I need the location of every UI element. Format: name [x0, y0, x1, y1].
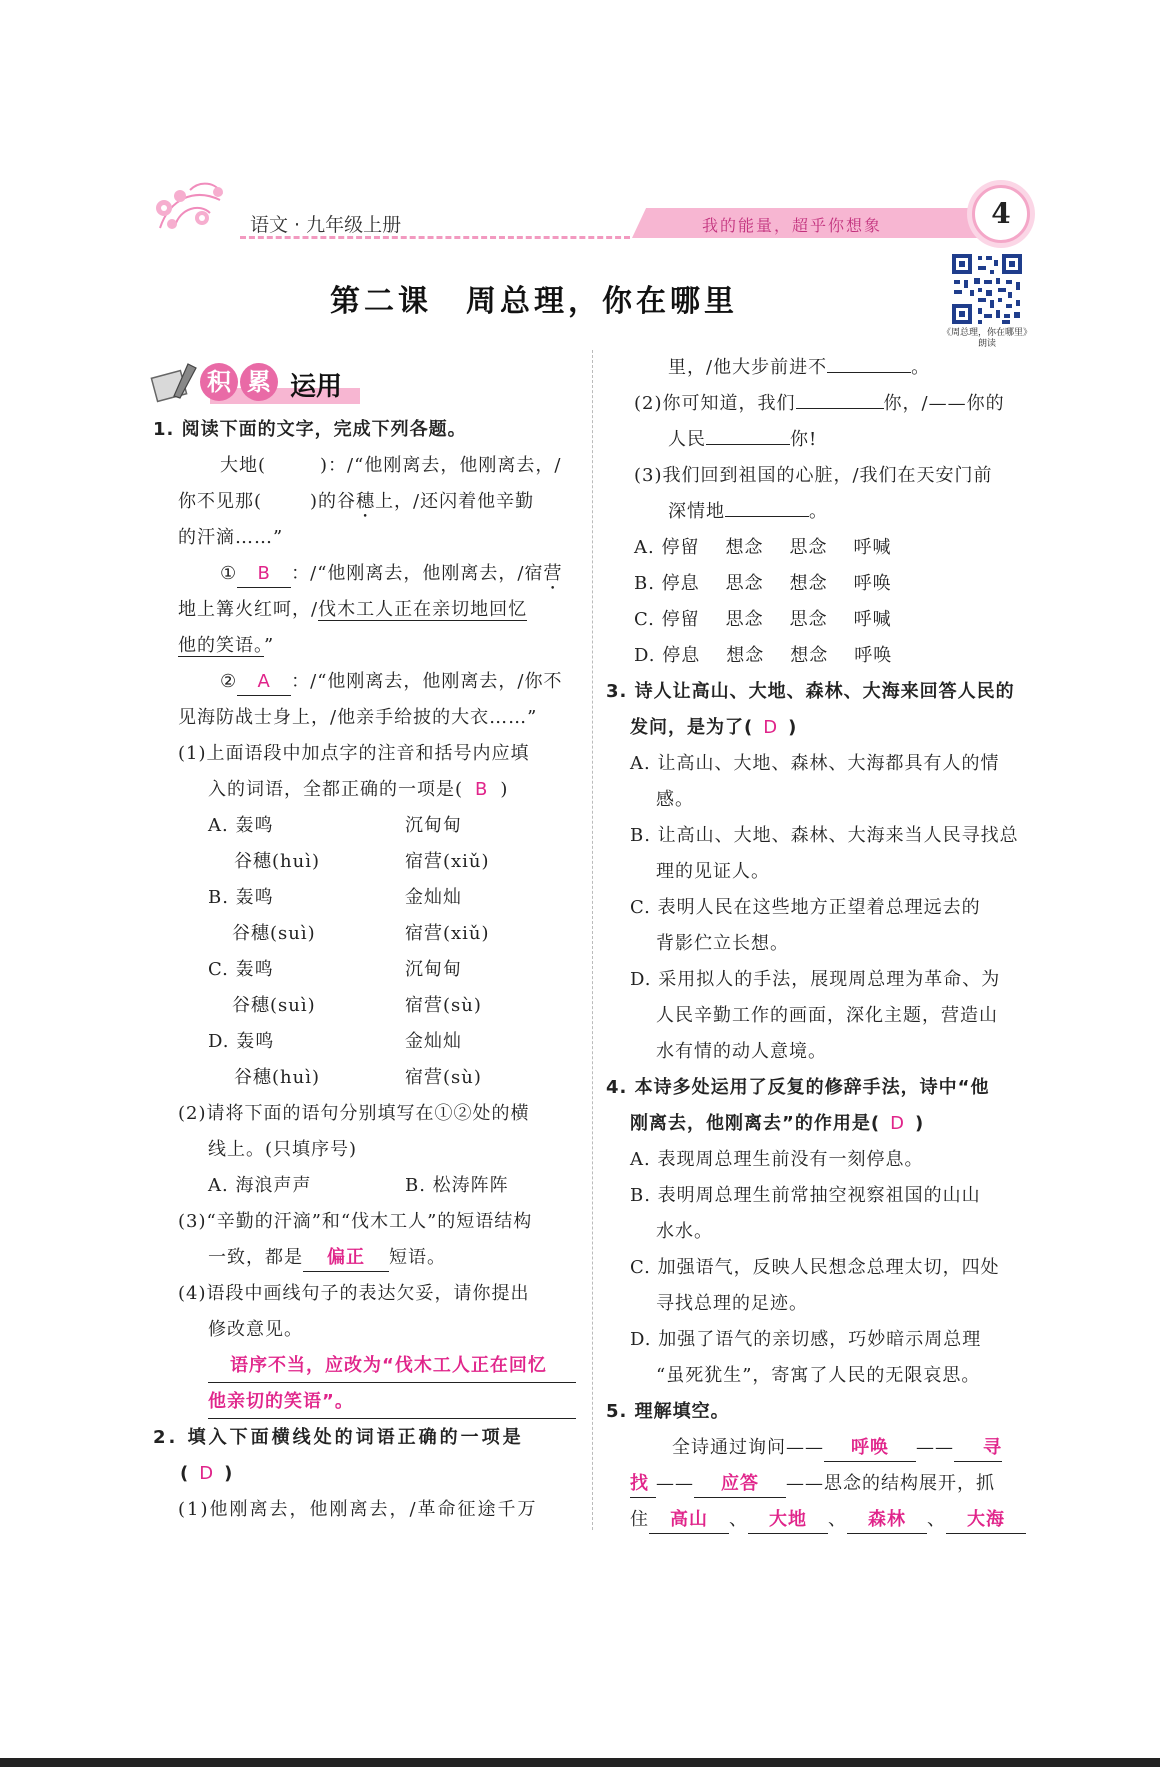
- q1-sub4-line1: (4)语段中画线句子的表达欠妥，请你提出: [178, 1283, 530, 1304]
- q1-stem: 1. 阅读下面的文字，完成下列各题。: [153, 419, 467, 440]
- q3-option-d-1: D. 采用拟人的手法，展现周总理为革命、为: [630, 969, 1001, 990]
- q2-s2-line1: (2)你可知道，我们 你，/——你的: [634, 388, 1005, 420]
- q1-option-a-l2: 谷穗(huì): [234, 851, 320, 872]
- q4-option-d-1: D. 加强了语气的亲切感，巧妙暗示周总理: [630, 1329, 982, 1350]
- q1-option-c-label: C. 轰鸣: [208, 959, 274, 980]
- q3-option-d-2: 人民辛勤工作的画面，深化主题，营造山: [656, 1005, 998, 1026]
- q2-blank-1[interactable]: [827, 352, 911, 373]
- q1-option-b-r2: 宿营(xiǔ): [405, 923, 490, 944]
- q1-option-a-r1: 沉甸甸: [405, 815, 462, 836]
- q1-option-c-l2: 谷穗(suì): [232, 995, 316, 1016]
- q1-passage-line2: 你不见那( )的谷穗上，/还闪着他辛勤: [178, 491, 535, 512]
- q5-answer-7[interactable]: 大海: [946, 1507, 1026, 1534]
- q1-option-a-r2: 宿营(xiǔ): [405, 851, 490, 872]
- q1-option-b-l2: 谷穗(suì): [232, 923, 316, 944]
- q4-option-c-1: C. 加强语气，反映人民想念总理太切，四处: [630, 1257, 1000, 1278]
- q5-answer-5[interactable]: 大地: [748, 1507, 828, 1534]
- qr-caption-sub: 朗读: [977, 339, 996, 349]
- q1-sub3-line2: 一致，都是 偏正 短语。: [208, 1242, 446, 1274]
- q2-option-a: A. 停留 想念 思念 呼喊: [634, 537, 892, 558]
- q1-option-c-r1: 沉甸甸: [405, 959, 462, 980]
- qr-caption: [935, 328, 1039, 350]
- q1-option-d-label: D. 轰鸣: [208, 1031, 275, 1052]
- q3-option-b-2: 理的见证人。: [656, 861, 770, 882]
- q1-sub2-line2: 线上。(只填序号): [208, 1139, 358, 1160]
- underlined-sentence-part1: 伐木工人正在亲切地回忆: [318, 599, 528, 620]
- q1-passage-line5: 地上篝火红呵，/伐木工人正在亲切地回忆: [178, 599, 528, 620]
- q5-line3: 住 高山 、 大地 、 森林 、 大海: [630, 1504, 1026, 1536]
- q3-stem-line2: 发问，是为了( D ): [630, 717, 798, 738]
- q2-blank-2[interactable]: [796, 388, 884, 409]
- q2-s3-line1: (3)我们回到祖国的心脏，/我们在天安门前: [634, 465, 993, 486]
- q2-s2-line2: 人民 你!: [668, 424, 817, 456]
- q2-option-d: D. 停息 想念 想念 呼唤: [634, 645, 893, 666]
- q1-option-a-row1: A. 轰鸣: [208, 815, 274, 836]
- sub1-answer[interactable]: B: [475, 779, 489, 800]
- q3-answer[interactable]: D: [763, 717, 779, 738]
- q4-option-c-2: 寻找总理的足迹。: [656, 1293, 808, 1314]
- q1-option-d-r1: 金灿灿: [405, 1031, 462, 1052]
- q1-option-b-label: B. 轰鸣: [208, 887, 274, 908]
- q5-answer-1[interactable]: 呼唤: [824, 1435, 916, 1462]
- sub4-answer-line1[interactable]: 语序不当，应改为“伐木工人正在回忆: [208, 1350, 576, 1383]
- q1-sub2-option-b: B. 松涛阵阵: [405, 1175, 509, 1196]
- column-divider: [592, 350, 593, 1530]
- page-title: 第二课 周总理，你在哪里: [330, 284, 738, 319]
- q5-answer-6[interactable]: 森林: [847, 1507, 927, 1534]
- q4-option-b-2: 水水。: [656, 1221, 713, 1242]
- header-floral-decoration: [150, 178, 240, 240]
- q5-answer-3[interactable]: 应答: [694, 1471, 786, 1498]
- q5-line2: 找 —— 应答 ——思念的结构展开，抓: [630, 1468, 995, 1500]
- sub3-answer[interactable]: 偏正: [303, 1245, 389, 1272]
- q2-stem-line2: ( D ): [180, 1463, 234, 1484]
- q2-answer[interactable]: D: [199, 1463, 215, 1484]
- q1-sub1-line1: (1)上面语段中加点字的注音和括号内应填: [178, 743, 530, 764]
- qr-caption-title: 《周总理，你在哪里》: [941, 328, 1032, 338]
- q3-option-a-2: 感。: [656, 789, 694, 810]
- underlined-sentence-part2: 他的笑语。: [178, 635, 264, 656]
- section-badge-char1: 积: [200, 363, 238, 401]
- q1-sub1-line2: 入的词语，全都正确的一项是( B ): [208, 779, 509, 800]
- q5-answer-2b[interactable]: 找: [630, 1471, 656, 1498]
- q5-answer-2a[interactable]: 寻: [954, 1435, 1002, 1462]
- q2-s1-line2: 里，/他大步前进不 。: [668, 352, 930, 384]
- q1-passage-line4: ① B ：/“他刚离去，他刚离去，/宿营: [220, 558, 562, 594]
- q1-passage-line3: 的汗滴……”: [178, 527, 284, 548]
- section-badge-title: 运用: [290, 372, 343, 402]
- q5-stem: 5. 理解填空。: [606, 1401, 730, 1422]
- q4-stem-line2: 刚离去，他刚离去”的作用是( D ): [630, 1113, 925, 1134]
- qr-code-icon[interactable]: [950, 252, 1024, 326]
- q1-option-d-r2: 宿营(sù): [405, 1067, 482, 1088]
- q1-sub4-line2: 修改意见。: [208, 1319, 303, 1340]
- q2-option-b: B. 停息 思念 想念 呼唤: [634, 573, 892, 594]
- page-number: 4: [972, 185, 1030, 243]
- q4-option-b-1: B. 表明周总理生前常抽空视察祖国的山山: [630, 1185, 981, 1206]
- blank-2-answer[interactable]: A: [237, 669, 291, 696]
- q4-option-a-1: A. 表现周总理生前没有一刻停息。: [630, 1149, 924, 1170]
- q5-line1: 全诗通过询问—— 呼唤 —— 寻: [672, 1432, 1002, 1464]
- q5-answer-4[interactable]: 高山: [649, 1507, 729, 1534]
- q1-passage-line6: 他的笑语。”: [178, 635, 275, 656]
- q1-sub2-line1: (2)请将下面的语句分别填写在①②处的横: [178, 1103, 530, 1124]
- q1-passage-line1: 大地( )：/“他刚离去，他刚离去，/: [220, 455, 562, 476]
- q3-option-c-2: 背影伫立长想。: [656, 933, 789, 954]
- q2-s1-line1: (1)他刚离去，他刚离去，/革命征途千万: [178, 1499, 538, 1520]
- q2-option-c: C. 停留 思念 思念 呼喊: [634, 609, 892, 630]
- q3-option-c-1: C. 表明人民在这些地方正望着总理远去的: [630, 897, 981, 918]
- q3-stem-line1: 3. 诗人让高山、大地、森林、大海来回答人民的: [606, 681, 1015, 702]
- header-dashed-line: [240, 236, 630, 239]
- q4-option-d-2: “虽死犹生”，寄寓了人民的无限哀思。: [656, 1365, 981, 1386]
- q2-blank-3[interactable]: [706, 424, 790, 445]
- sub4-answer-line2[interactable]: 他亲切的笑语”。: [208, 1386, 576, 1419]
- section-badge: [150, 358, 360, 408]
- blank-1-answer[interactable]: B: [237, 561, 291, 588]
- header-slogan: 我的能量，超乎你想象: [702, 216, 883, 235]
- q1-passage-line7: ② A ：/“他刚离去，他刚离去，/你不: [220, 666, 562, 698]
- q3-option-b-1: B. 让高山、大地、森林、大海来当人民寻找总: [630, 825, 1019, 846]
- q1-sub2-option-a: A. 海浪声声: [208, 1175, 312, 1196]
- q3-option-a-1: A. 让高山、大地、森林、大海都具有人的情: [630, 753, 1000, 774]
- q1-option-c-r2: 宿营(sù): [405, 995, 482, 1016]
- q2-stem-line1: 2. 填入下面横线处的词语正确的一项是: [153, 1427, 524, 1448]
- dotted-char-sui: 穗: [356, 491, 376, 512]
- q2-s3-line2: 深情地 。: [668, 496, 828, 528]
- q4-answer[interactable]: D: [890, 1113, 905, 1134]
- q1-option-d-l2: 谷穗(huì): [234, 1067, 320, 1088]
- pen-book-icon: [150, 360, 202, 404]
- q1-sub3-line1: (3)“辛勤的汗滴”和“伐木工人”的短语结构: [178, 1211, 533, 1232]
- q3-option-d-3: 水有情的动人意境。: [656, 1041, 827, 1062]
- q4-stem-line1: 4. 本诗多处运用了反复的修辞手法，诗中“他: [606, 1077, 990, 1098]
- dotted-char-ying: 营: [543, 563, 563, 584]
- q2-blank-4[interactable]: [725, 496, 809, 517]
- bottom-scan-bar: [0, 1758, 1160, 1767]
- q1-passage-line8: 见海防战士身上，/他亲手给披的大衣……”: [178, 707, 538, 728]
- q1-option-b-r1: 金灿灿: [405, 887, 462, 908]
- header-subject: 语文 · 九年级上册: [250, 214, 402, 236]
- section-badge-char2: 累: [240, 363, 278, 401]
